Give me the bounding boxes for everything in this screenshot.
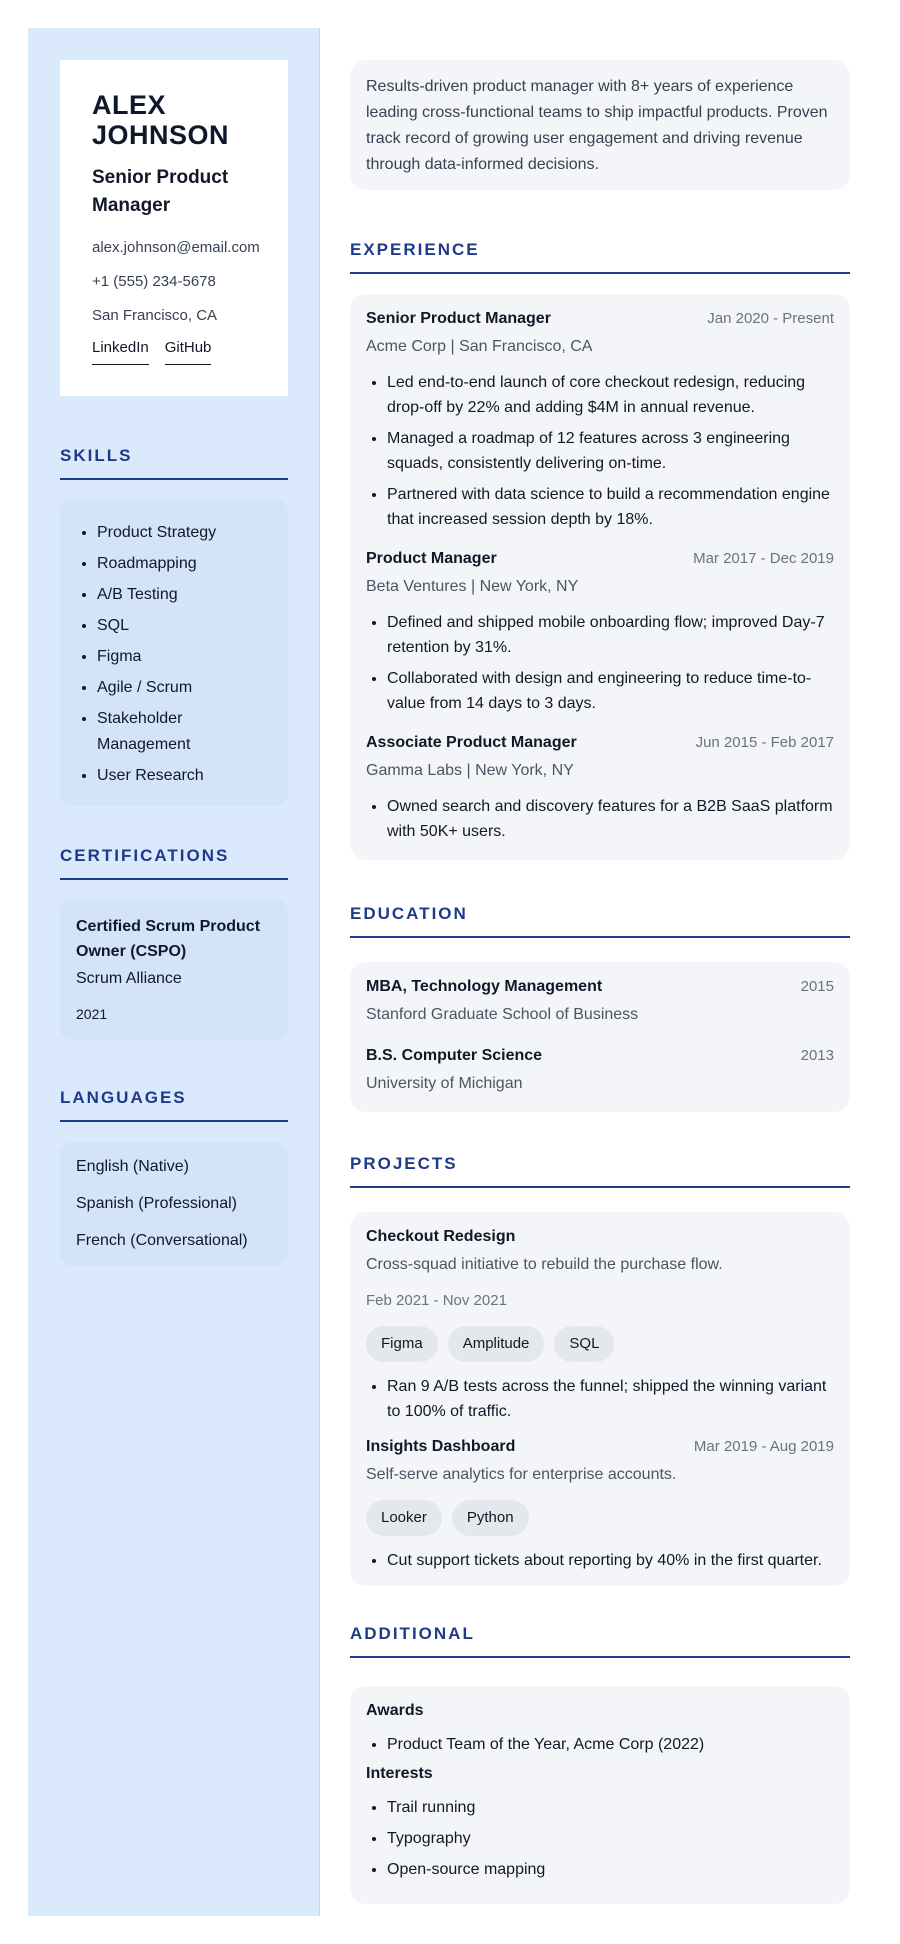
project-date: Mar 2019 - Aug 2019 xyxy=(693,1438,834,1455)
identity-card xyxy=(60,60,288,396)
projects-card xyxy=(350,1212,850,1586)
certifications-heading: CERTIFICATIONS xyxy=(60,846,288,880)
interests-label: Interests xyxy=(366,1765,433,1782)
project-name: Insights Dashboard xyxy=(366,1438,516,1455)
education-card xyxy=(350,962,850,1112)
education-entry xyxy=(366,1045,834,1095)
list-item: • Defined and shipped mobile onboarding flow; improved Day-7 retention by 31%. xyxy=(387,610,834,660)
certification-org: Scrum Alliance xyxy=(76,970,182,987)
email-text: alex.johnson@email.com xyxy=(92,239,260,256)
additional-heading: ADDITIONAL xyxy=(350,1624,850,1658)
job-bullets xyxy=(366,610,834,716)
project-tags xyxy=(366,1500,834,1536)
project-date: Feb 2021 - Nov 2021 xyxy=(366,1292,507,1309)
sidebar xyxy=(28,28,320,1916)
certification-year: 2021 xyxy=(76,1006,108,1022)
school-name: University of Michigan xyxy=(366,1075,523,1092)
project-bullets xyxy=(366,1548,834,1573)
school-name: Stanford Graduate School of Business xyxy=(366,1006,639,1023)
list-item: • Owned search and discovery features for a B2B SaaS platform with 50K+ users. xyxy=(387,794,834,844)
job-company: Gamma Labs | New York, NY xyxy=(366,762,574,779)
contact-info xyxy=(92,238,260,340)
experience-card xyxy=(350,294,850,860)
list-item: • Agile / Scrum xyxy=(97,675,288,701)
list-item: • Open-source mapping xyxy=(387,1857,834,1882)
job-title: Product Manager xyxy=(366,550,497,567)
certifications-box xyxy=(60,900,288,1040)
list-item: • Typography xyxy=(387,1826,834,1851)
experience-entry xyxy=(366,732,834,844)
list-item: • Partnered with data science to build a recommendation engine that increased session depth by 18%. xyxy=(387,482,834,532)
list-item: • Product Strategy xyxy=(97,520,288,546)
list-item: English (Native) xyxy=(76,1158,189,1175)
job-bullets xyxy=(366,370,834,532)
list-item: • Led end-to-end launch of core checkout redesign, reducing drop-off by 22% and adding $4M in annual revenue. xyxy=(387,370,834,420)
project-bullets xyxy=(366,1374,834,1424)
education-entry xyxy=(366,976,834,1026)
job-title: Associate Product Manager xyxy=(366,734,577,751)
experience-entry xyxy=(366,308,834,532)
degree-title: B.S. Computer Science xyxy=(366,1047,543,1064)
experience-entry xyxy=(366,548,834,716)
candidate-name: ALEX JOHNSON xyxy=(92,90,230,150)
interests-list xyxy=(366,1795,834,1882)
list-item: • Trail running xyxy=(387,1795,834,1820)
project-entry xyxy=(366,1436,834,1573)
job-date: Jun 2015 - Feb 2017 xyxy=(695,734,834,751)
education-heading: EDUCATION xyxy=(350,904,850,938)
skills-heading: SKILLS xyxy=(60,446,288,480)
project-description: Cross-squad initiative to rebuild the purchase flow. xyxy=(366,1256,723,1273)
project-name: Checkout Redesign xyxy=(366,1228,516,1245)
certification-entry xyxy=(60,900,288,1038)
languages-box xyxy=(60,1142,288,1266)
skills-list xyxy=(60,500,288,789)
list-item: • Collaborated with design and engineering to reduce time-to-value from 14 days to 3 days. xyxy=(387,666,834,716)
list-item: • Ran 9 A/B tests across the funnel; shipped the winning variant to 100% of traffic. xyxy=(387,1374,834,1424)
list-item: • A/B Testing xyxy=(97,582,288,608)
summary-card: Results-driven product manager with 8+ years of experience leading cross-functional teams to ship impactful products. Proven track record of growing user engagement and driving revenue through data-informed decisions. xyxy=(350,60,850,190)
project-tags xyxy=(366,1326,834,1362)
list-item: • Roadmapping xyxy=(97,551,288,577)
list-item: French (Conversational) xyxy=(76,1232,248,1249)
list-item: • Stakeholder Management xyxy=(97,706,217,758)
languages-heading: LANGUAGES xyxy=(60,1088,288,1122)
list-item: • Managed a roadmap of 12 features across 3 engineering squads, consistently delivering on-time. xyxy=(387,426,834,476)
tag-chip: Figma xyxy=(366,1326,438,1362)
tag-chip: Amplitude xyxy=(448,1326,545,1362)
additional-card xyxy=(350,1686,850,1904)
job-company: Beta Ventures | New York, NY xyxy=(366,578,579,595)
tag-chip: SQL xyxy=(554,1326,614,1362)
profile-links xyxy=(92,338,256,365)
list-item: • Product Team of the Year, Acme Corp (2022) xyxy=(387,1732,834,1757)
list-item: • Cut support tickets about reporting by 40% in the first quarter. xyxy=(387,1548,834,1573)
project-entry xyxy=(366,1226,834,1424)
languages-list xyxy=(60,1142,288,1281)
job-date: Mar 2017 - Dec 2019 xyxy=(693,550,834,567)
degree-title: MBA, Technology Management xyxy=(366,978,603,995)
job-bullets xyxy=(366,794,834,844)
candidate-role: Senior Product Manager xyxy=(92,167,229,216)
awards-list xyxy=(366,1732,834,1757)
skills-box xyxy=(60,500,288,806)
projects-heading: PROJECTS xyxy=(350,1154,850,1188)
awards-label: Awards xyxy=(366,1702,424,1719)
phone-text: +1 (555) 234-5678 xyxy=(92,273,216,290)
list-item: Spanish (Professional) xyxy=(76,1195,237,1212)
location-text: San Francisco, CA xyxy=(92,307,218,324)
degree-year: 2013 xyxy=(800,1047,834,1064)
tag-chip: Looker xyxy=(366,1500,442,1536)
linkedin-link[interactable]: LinkedIn xyxy=(92,338,149,365)
job-title: Senior Product Manager xyxy=(366,310,551,327)
list-item: • User Research xyxy=(97,763,288,789)
job-company: Acme Corp | San Francisco, CA xyxy=(366,338,593,355)
list-item: • SQL xyxy=(97,613,288,639)
project-description: Self-serve analytics for enterprise accounts. xyxy=(366,1466,677,1483)
certification-name: Certified Scrum Product Owner (CSPO) xyxy=(76,918,261,960)
github-link[interactable]: GitHub xyxy=(165,338,212,365)
list-item: • Figma xyxy=(97,644,288,670)
experience-heading: EXPERIENCE xyxy=(350,240,850,274)
job-date: Jan 2020 - Present xyxy=(707,310,834,327)
tag-chip: Python xyxy=(452,1500,529,1536)
degree-year: 2015 xyxy=(800,978,834,995)
